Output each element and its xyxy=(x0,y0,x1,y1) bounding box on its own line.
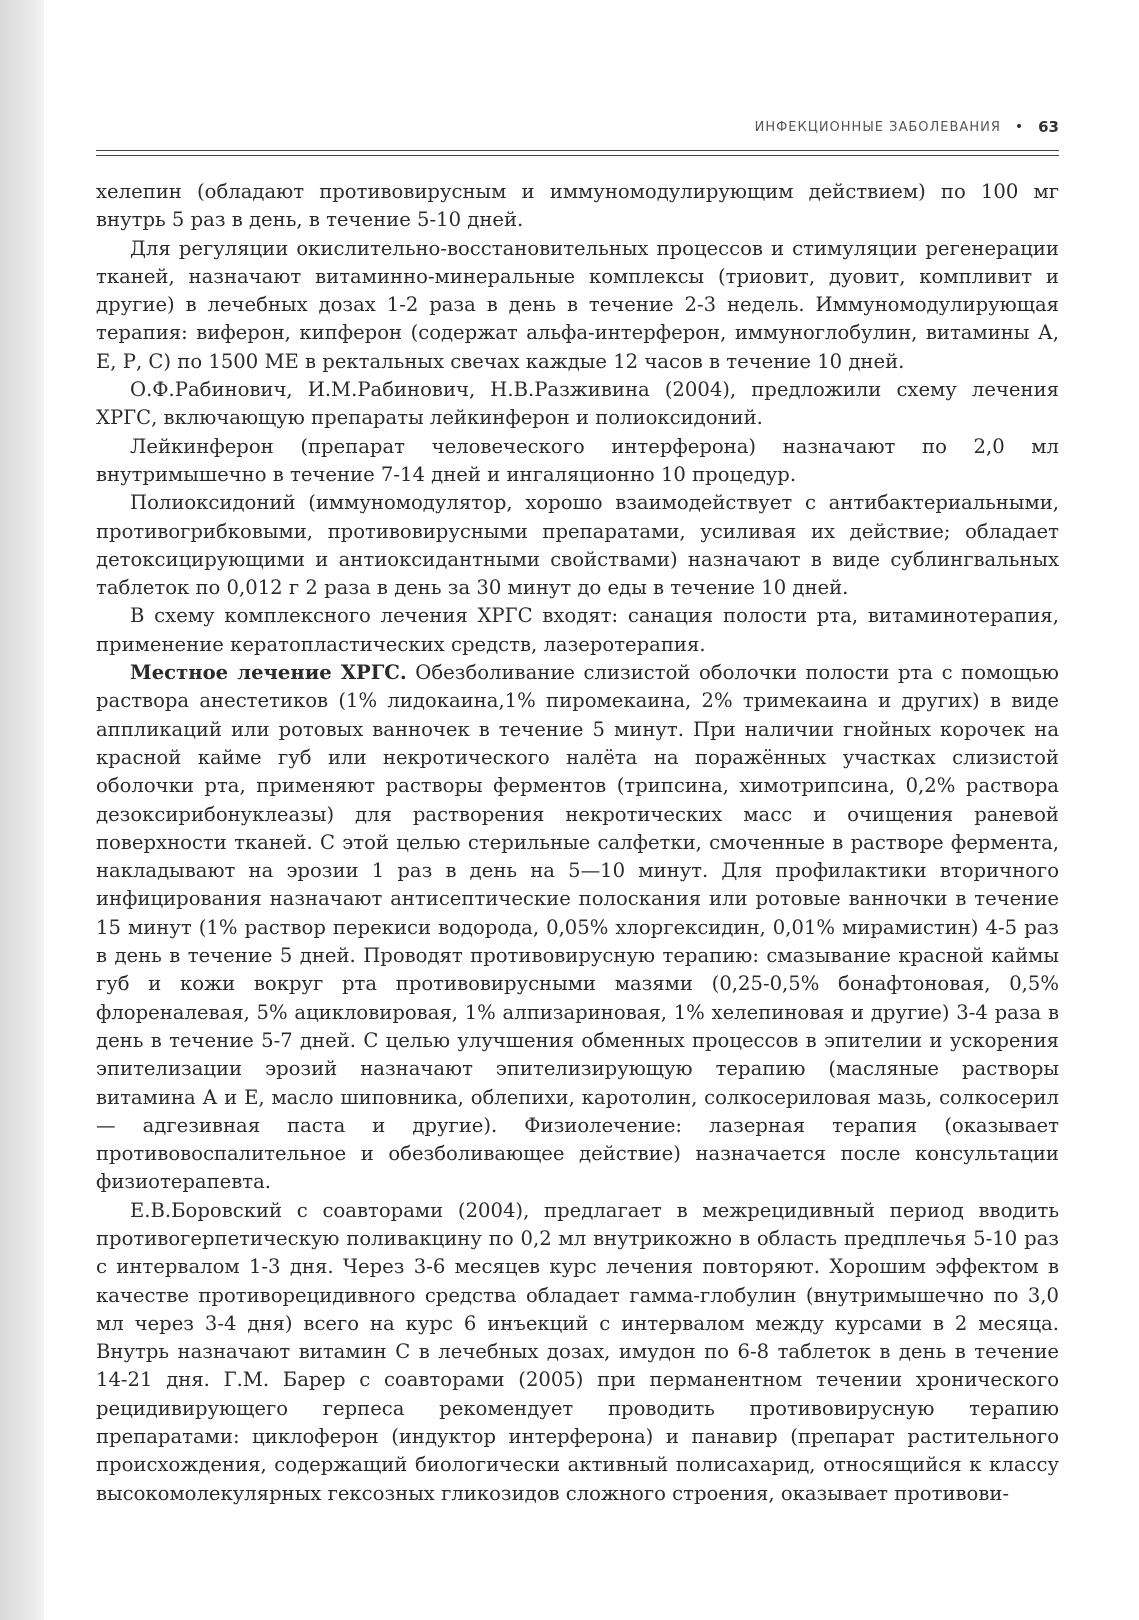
binding-edge xyxy=(0,0,44,1620)
paragraph-1: хелепин (обладают противовирусным и иммуномодулирующим действием) по 100 мг внутрь 5 раз в день, в течение 5-10 дней. xyxy=(96,180,1059,232)
paragraph-4: Лейкинферон (препарат человеческого интерферона) назначают по 2,0 мл внутримышечно в течение 7-14 дней и ингаляционно 10 процедур. xyxy=(96,434,1059,486)
running-title: ИНФЕКЦИОННЫЕ ЗАБОЛЕВАНИЯ xyxy=(754,119,1001,135)
bullet-separator: • xyxy=(1014,119,1025,135)
paragraph-3: О.Ф.Рабинович, И.М.Рабинович, Н.В.Разживина (2004), предложили схему лечения ХРГС, включающую препараты лейкинферон и полиоксидоний. xyxy=(96,378,1059,430)
paragraph-7: Местное лечение ХРГС. Обезболивание слизистой оболочки полости рта с помощью раствора анестетиков (1% лидокаина,1% пиромекаина, 2% тримекаина и других) в виде аппликаций или ротовых ванночек в течение 5 минут. При наличии гнойных корочек на красной кайме губ или некротического налёта на поражённых участках слизистой оболочки рта, применяют растворы ферментов (трипсина, химотрипсина, 0,2% раствора дезоксирибонуклеазы) для растворения некротических масс и очищения раневой поверхности тканей. С этой целью стерильные салфетки, смоченные в растворе фермента, накладывают на эрозии 1 раз в день на 5—10 минут. Для профилактики вторичного инфицирования назначают антисептические полоскания или ротовые ванночки в течение 15 минут (1% раствор перекиси водорода, 0,05% хлоргексидин, 0,01% мирамистин) 4-5 раз в день в течение 5 дней. Проводят противовирусную терапию: смазывание красной каймы губ и кожи вокруг рта противовирусными мазями (0,25-0,5% бонафтоновая, 0,5% флореналевая, 5% ацикловировая, 1% алпизариновая, 1% хелепиновая и другие) 3-4 раза в день в течение 5-7 дней. С целью улучшения обменных процессов в эпителии и ускорения эпителизации эрозий назначают эпителизирующую терапию (масляные растворы витамина А и Е, масло шиповника, облепихи, каротолин, солкосериловая мазь, солкосерил — адгезивная паста и другие). Физиолечение: лазерная терапия (оказывает противовоспалительное и обезболивающее действие) назначается после консультации физиотерапевта. xyxy=(96,661,1059,1194)
header-double-rule xyxy=(96,150,1059,156)
text-body xyxy=(96,178,1059,1508)
paragraph-6: В схему комплексного лечения ХРГС входят: санация полости рта, витаминотерапия, применение кератопластических средств, лазеротерапия. xyxy=(96,604,1059,656)
run-in-heading: Местное лечение ХРГС. xyxy=(130,661,407,685)
running-header xyxy=(755,118,1059,136)
paragraph-5: Полиоксидоний (иммуномодулятор, хорошо взаимодействует с антибактериальными, противогрибковыми, противовирусными препаратами, усиливая их действие; обладает детоксицирующими и антиоксидантными свойствами) назначают в виде сублингвальных таблеток по 0,012 г 2 раза в день за 30 минут до еды в течение 10 дней. xyxy=(96,491,1059,600)
page-number: 63 xyxy=(1038,118,1059,136)
paragraph-8: Е.В.Боровский с соавторами (2004), предлагает в межрецидивный период вводить противогерпетическую поливакцину по 0,2 мл внутрикожно в область предплечья 5-10 раз с интервалом 1-3 дня. Через 3-6 месяцев курс лечения повторяют. Хорошим эффектом в качестве противорецидивного средства обладает гамма-глобулин (внутримышечно по 3,0 мл через 3-4 дня) всего на курс 6 инъекций с интервалом между курсами в 2 месяца. Внутрь назначают витамин С в лечебных дозах, имудон по 6-8 таблеток в день в течение 14-21 дня. Г.М. Барер с соавторами (2005) при перманентном течении хронического рецидивирующего герпеса рекомендует проводить противовирусную терапию препаратами: циклоферон (индуктор интерферона) и панавир (препарат растительного происхождения, содержащий биологически активный полисахарид, относящийся к классу высокомолекулярных гексозных гликозидов сложного строения, оказывает противови- xyxy=(96,1198,1059,1505)
paragraph-2: Для регуляции окислительно-восстановительных процессов и стимуляции регенерации тканей, назначают витаминно-минеральные комплексы (триовит, дуовит, компливит и другие) в лечебных дозах 1-2 раза в день в течение 2-3 недель. Иммуномодулирующая терапия: виферон, кипферон (содержат альфа-интерферон, иммуноглобулин, витамины А, Е, Р, С) по 1500 МЕ в ректальных свечах каждые 12 часов в течение 10 дней. xyxy=(96,236,1059,373)
